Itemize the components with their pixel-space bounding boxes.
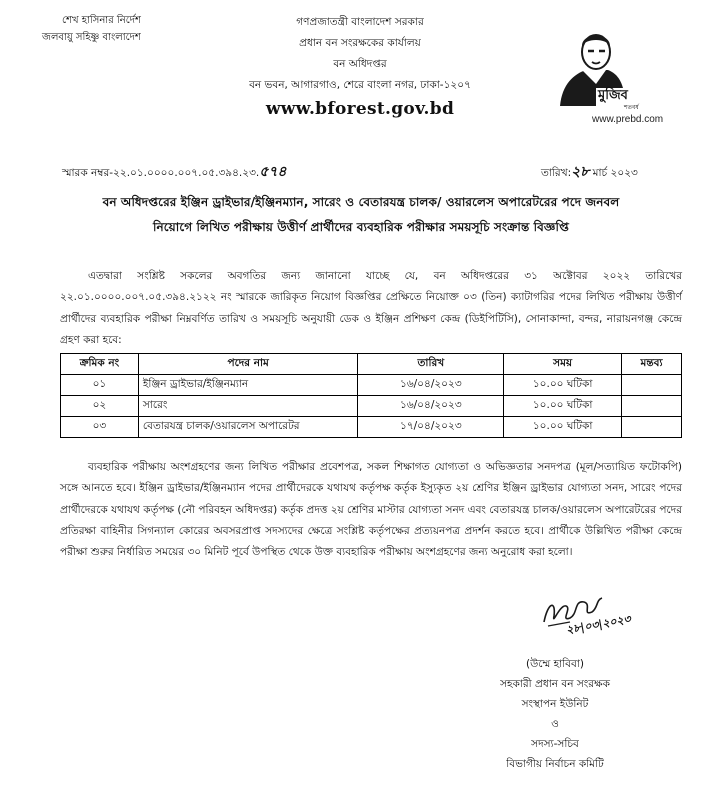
mujib-borsho-logo xyxy=(552,28,648,114)
cell-serial: ০১ xyxy=(61,375,139,396)
letterhead xyxy=(195,12,525,122)
memo-reference xyxy=(62,160,287,184)
office-address: বন ভবন, আগারগাও, শেরে বাংলা নগর, ঢাকা-১২০৭ xyxy=(249,79,471,91)
logo-subtext: শতবর্ষ xyxy=(624,104,639,111)
cell-remarks xyxy=(622,375,682,396)
subject-line-2: নিয়োগে লিখিত পরীক্ষায় উত্তীর্ণ প্রার্থীদের ব্যবহারিক পরীক্ষার সময়সূচি সংক্রান্ত বিজ্ঞপ্তি xyxy=(152,220,570,234)
header-serial: ক্রমিক নং xyxy=(61,354,139,375)
logo-text: মুজিব xyxy=(598,88,628,103)
cell-remarks xyxy=(622,417,682,438)
cell-remarks xyxy=(622,396,682,417)
subject-line-1: বন অধিদপ্তরের ইঞ্জিন ড্রাইভার/ইঞ্জিনম্যান, সারেং ও বেতারযন্ত্র চালক/ ওয়ারলেস অপারেটরের পদে জনবল xyxy=(102,195,620,209)
header-time: সময় xyxy=(504,354,622,375)
slogan xyxy=(42,12,141,46)
memo-date xyxy=(541,160,638,184)
cell-post-name: বেতারযন্ত্র চালক/ওয়ারলেস অপারেটর xyxy=(138,417,358,438)
slogan-line-1: শেখ হাসিনার নির্দেশ xyxy=(62,15,141,26)
signatory-unit: সংস্থাপন ইউনিট xyxy=(521,698,589,710)
instructions-paragraph: ব্যবহারিক পরীক্ষায় অংশগ্রহণের জন্য লিখিত পরীক্ষার প্রবেশপত্র, সকল শিক্ষাগত যোগ্যতা ও অভিজ্ঞতার সনদপত্র (মূল/সত্যায়িত ফটোকপি) সঙ্গে আনতে হবে। ইঞ্জিন ড্রাইভার/ইঞ্জিনম্যান পদের প্রার্থীদেরকে যথাযথ কর্তৃপক্ষ কর্তৃক ইস্যুকৃত ২য় শ্রেণির ইঞ্জিন ড্রাইভার যোগ্যতা সনদ, সারেং পদের প্রার্থীদেরকে যথাযথ কর্তৃপক্ষ (নৌ পরিবহন অধিদপ্তর) কর্তৃক প্রদত্ত ২য় শ্রেণির মাস্টার যোগ্যতা সনদ এবং বেতারযন্ত্র চালক/ওয়ারলেস অপারেটরের পদের প্রতিরক্ষা বাহিনীর সিগন্যাল কোরের অবসরপ্রাপ্ত সদস্যদের ক্ষেত্রে সংশ্লিষ্ট কর্তৃপক্ষের প্রত্যয়নপত্র প্রদর্শন করতে হবে। প্রার্থীকে উল্লিখিত পরীক্ষা কেন্দ্রে পরীক্ষা শুরুর নির্ধারিত সময়ের ৩০ মিনিট পূর্বে উপস্থিত থেকে উক্ত ব্যবহারিক পরীক্ষায় অংশগ্রহণের জন্য অনুরোধ করা হলো। xyxy=(60,461,682,559)
handwritten-date-day: ২৮ xyxy=(571,164,590,180)
office-name: প্রধান বন সংরক্ষকের কার্যালয় xyxy=(299,37,421,49)
cell-time: ১০.০০ ঘটিকা xyxy=(504,417,622,438)
cell-serial: ০২ xyxy=(61,396,139,417)
signatory-name: (উম্মে হাবিবা) xyxy=(525,658,585,670)
table-row xyxy=(61,396,682,417)
header-post-name: পদের নাম xyxy=(138,354,358,375)
website-link[interactable]: www.bforest.gov.bd xyxy=(265,99,455,119)
table-row xyxy=(61,417,682,438)
exam-schedule-table xyxy=(60,353,682,438)
watermark: www.prebd.com xyxy=(592,114,664,125)
handwritten-memo-number: ৫৭৪ xyxy=(259,164,287,180)
signature-block xyxy=(450,654,660,774)
signatory-role: সদস্য-সচিব xyxy=(531,738,579,750)
cell-time: ১০.০০ ঘটিকা xyxy=(504,375,622,396)
signatory-title: সহকারী প্রধান বন সংরক্ষক xyxy=(500,678,610,690)
cell-date: ১৬/০৪/২০২৩ xyxy=(358,375,504,396)
signature-date: ২৮|০৩|২০২৩ xyxy=(565,612,632,637)
memo-number: স্মারক নম্বর-২২.০১.০০০০.০০৭.০৫.৩৯৪.২৩. xyxy=(62,167,260,179)
cell-post-name: ইঞ্জিন ড্রাইভার/ইঞ্জিনম্যান xyxy=(138,375,358,396)
signatory-and: ও xyxy=(551,718,559,730)
cell-time: ১০.০০ ঘটিকা xyxy=(504,396,622,417)
slogan-line-2: জলবায়ু সহিষ্ণু বাংলাদেশ xyxy=(42,32,141,43)
cell-post-name: সারেং xyxy=(138,396,358,417)
handwritten-signature xyxy=(530,592,650,647)
intro-paragraph: এতদ্বারা সংশ্লিষ্ট সকলের অবগতির জন্য জানানো যাচ্ছে যে, বন অধিদপ্তরের ৩১ অক্টোবর ২০২২ তারিখের ২২.০১.০০০০.০০৭.০৫.৩৯৪.২১২২ নং স্মারকে জারিকৃত নিয়োগ বিজ্ঞপ্তির প্রেক্ষিতে নিয়োক্ত ০৩ (তিন) ক্যাটাগরির পদের লিখিত পরীক্ষায় উত্তীর্ণ প্রার্থীদের ব্যবহারিক পরীক্ষা নিম্নবর্ণিত তারিখ ও সময়সূচি অনুযায়ী ডেক ও ইঞ্জিন প্রশিক্ষণ কেন্দ্র (ডিইপিটিসি), সোনাকান্দা, বন্দর, নারায়নগঞ্জ কেন্দ্রে গ্রহণ করা হবে: xyxy=(60,270,682,346)
date-label: তারিখ: xyxy=(541,167,572,179)
cell-serial: ০৩ xyxy=(61,417,139,438)
date-month-year: মার্চ ২০২৩ xyxy=(589,167,638,179)
table-header-row xyxy=(61,354,682,375)
government-name: গণপ্রজাতন্ত্রী বাংলাদেশ সরকার xyxy=(296,16,424,28)
signatory-committee: বিভাগীয় নির্বাচন কমিটি xyxy=(506,758,604,770)
header-remarks: মন্তব্য xyxy=(622,354,682,375)
notice-subject xyxy=(40,190,682,240)
cell-date: ১৬/০৪/২০২৩ xyxy=(358,396,504,417)
header-date: তারিখ xyxy=(358,354,504,375)
department-name: বন অধিদপ্তর xyxy=(333,58,387,70)
table-row xyxy=(61,375,682,396)
cell-date: ১৭/০৪/২০২৩ xyxy=(358,417,504,438)
